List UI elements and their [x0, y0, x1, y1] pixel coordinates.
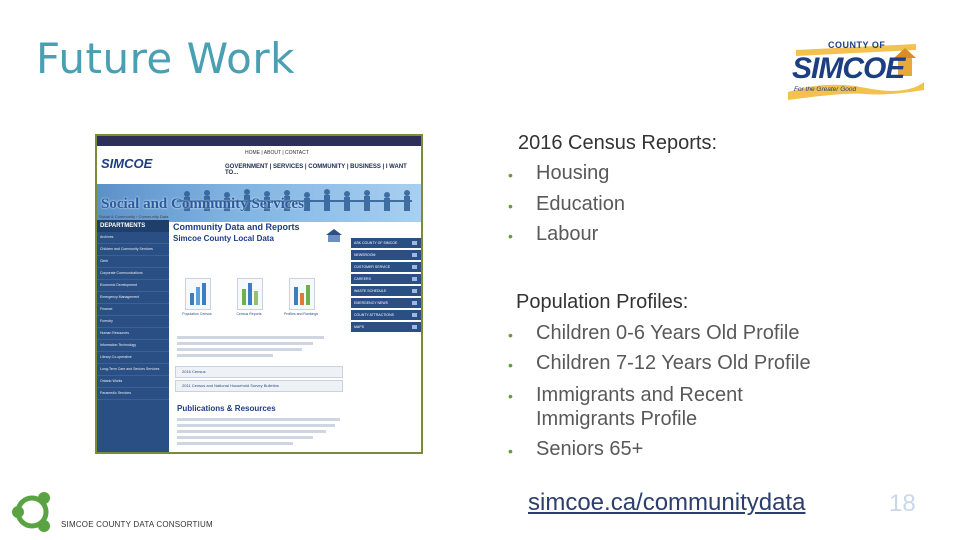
website-breadcrumb[interactable]: Social & Community › Community Data: [99, 214, 169, 219]
bullet-icon: •: [508, 357, 513, 373]
sidebar-item[interactable]: Economic Development: [97, 280, 169, 292]
bar-chart-icon: [238, 279, 262, 309]
profile-item: [508, 352, 811, 375]
census-item: [508, 193, 625, 216]
sidebar-item[interactable]: Finance: [97, 304, 169, 316]
page-number: 18: [889, 490, 916, 517]
sidebar-item[interactable]: Ontario Works: [97, 376, 169, 388]
bullet-icon: •: [508, 327, 513, 343]
bullet-icon: •: [508, 388, 513, 404]
bullet-icon: •: [508, 198, 513, 214]
profile-item-text: Children 7-12 Years Old Profile: [536, 352, 811, 374]
census-heading: 2016 Census Reports:: [518, 132, 718, 154]
website-screenshot: [95, 134, 423, 454]
census-item: [508, 223, 598, 246]
website-logo: SIMCOE: [101, 156, 153, 171]
house-icon: [325, 228, 343, 242]
bar-chart-icon: [290, 279, 314, 309]
footer-text: SIMCOE COUNTY DATA CONSORTIUM: [61, 520, 213, 529]
census-item-text: Housing: [536, 162, 610, 184]
website-census-boxes: [175, 366, 343, 394]
website-main-nav: GOVERNMENT | SERVICES | COMMUNITY | BUSINESS | I WANT TO...: [225, 164, 407, 176]
sidebar-item[interactable]: Corporate Communications: [97, 268, 169, 280]
bar-chart-icon: [186, 279, 210, 309]
chart-icon[interactable]: [185, 278, 211, 310]
logo-tagline: For the Greater Good: [794, 86, 857, 93]
icon-label[interactable]: Census Reports: [236, 312, 262, 316]
publications-text: [177, 418, 343, 448]
right-nav-button[interactable]: COUNTY ATTRACTIONS: [351, 310, 421, 320]
sidebar-item[interactable]: Clerk: [97, 256, 169, 268]
census-item-text: Labour: [536, 223, 599, 245]
sidebar-item[interactable]: Forestry: [97, 316, 169, 328]
bullet-icon: •: [508, 228, 513, 244]
sidebar-item[interactable]: Paramedic Services: [97, 388, 169, 400]
icon-label[interactable]: Profiles and Rankings: [283, 312, 319, 316]
right-nav-button[interactable]: MAPS: [351, 322, 421, 332]
publications-heading: Publications & Resources: [177, 404, 276, 413]
profiles-heading: Population Profiles:: [516, 291, 689, 313]
website-right-buttons: [351, 238, 421, 334]
profile-item: [508, 322, 799, 345]
county-of-simcoe-logo: [786, 36, 926, 108]
logo-big-text: SIMCOE: [792, 52, 905, 85]
right-nav-button[interactable]: NEWSROOM: [351, 250, 421, 260]
right-nav-button[interactable]: CUSTOMER SERVICE: [351, 262, 421, 272]
sidebar-item[interactable]: Human Resources: [97, 328, 169, 340]
census-box-item[interactable]: 2011 Census and National Household Survey Bulletins: [175, 380, 343, 392]
census-item-text: Education: [536, 193, 625, 215]
right-nav-button[interactable]: CAREERS: [351, 274, 421, 284]
website-banner-title: Social and Community Services: [101, 196, 304, 212]
right-nav-button[interactable]: ASK COUNTY OF SIMCOE: [351, 238, 421, 248]
sidebar-item[interactable]: Children and Community Services: [97, 244, 169, 256]
profile-item: [508, 383, 776, 431]
profile-item: [508, 438, 643, 461]
census-box-item[interactable]: 2016 Census: [175, 366, 343, 378]
website-sidebar: [97, 220, 169, 454]
right-nav-button[interactable]: WASTE SCHEDULE: [351, 286, 421, 296]
departments-heading: DEPARTMENTS: [97, 220, 169, 232]
logo-small-text: COUNTY OF: [828, 40, 886, 50]
sidebar-item[interactable]: Library Co-operative: [97, 352, 169, 364]
slide-title: Future Work: [36, 34, 295, 83]
sidebar-item[interactable]: Archives: [97, 232, 169, 244]
website-notes-text: [177, 336, 337, 360]
consortium-logo-icon: [10, 490, 58, 534]
website-header: [97, 146, 421, 184]
data-icons-row: [177, 278, 327, 326]
bullet-icon: •: [508, 167, 513, 183]
sidebar-item[interactable]: Long-Term Care and Seniors Services: [97, 364, 169, 376]
website-mini-nav: HOME | ABOUT | CONTACT: [245, 150, 309, 156]
sidebar-item[interactable]: Emergency Management: [97, 292, 169, 304]
chart-icon[interactable]: [237, 278, 263, 310]
website-top-bar: [97, 136, 421, 146]
chart-icon[interactable]: [289, 278, 315, 310]
profile-item-text: Seniors 65+: [536, 438, 644, 460]
website-page-title: Community Data and Reports: [173, 222, 300, 232]
community-data-link[interactable]: simcoe.ca/communitydata: [528, 489, 806, 516]
icon-label[interactable]: Population Census: [182, 312, 212, 316]
census-item: [508, 162, 609, 185]
sidebar-item[interactable]: Information Technology: [97, 340, 169, 352]
profile-item-text: Immigrants and Recent Immigrants Profile: [536, 384, 743, 430]
profile-item-text: Children 0-6 Years Old Profile: [536, 322, 800, 344]
right-nav-button[interactable]: EMERGENCY NEWS: [351, 298, 421, 308]
website-page-subtitle: Simcoe County Local Data: [173, 234, 274, 243]
bullet-icon: •: [508, 443, 513, 459]
website-main-content: [173, 222, 343, 243]
